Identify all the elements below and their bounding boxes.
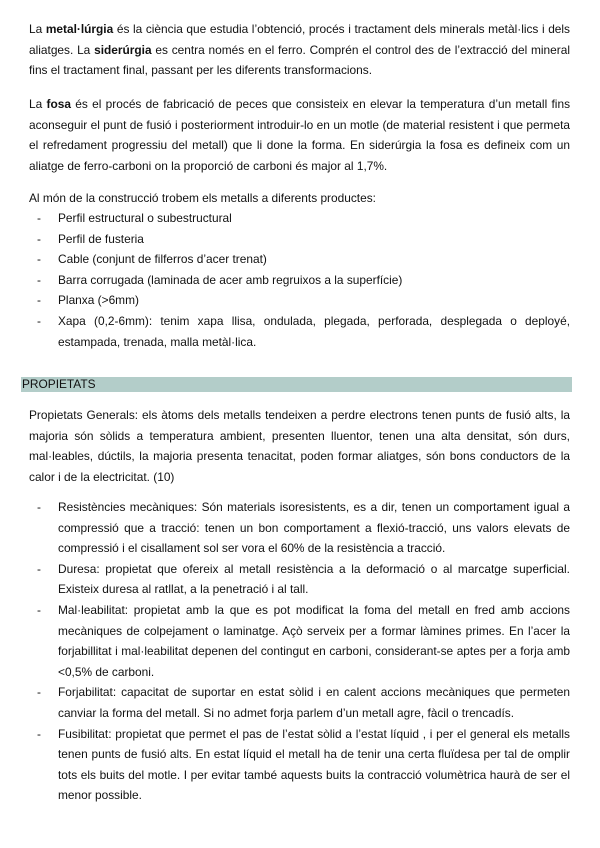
list-item: - Forjabilitat: capacitat de suportar en estat sòlid i en calent accions mecàniques que permeten canviar la forma del metall. Si no admet forja parlem d’un metall agre, fàcil o trencadís. (29, 682, 570, 723)
list-item: - Cable (conjunt de filferros d’acer trenat) (29, 249, 570, 270)
paragraph-general-properties: Propietats Generals: els àtoms dels metalls tendeixen a perdre electrons tenen punts de fusió alts, la majoria són sòlids a temperatura ambient, presenten lluentor, tenen una alta densitat, són durs, mal·leables, dúctils, la majoria presenta tenacitat, poden formar aliatges, són bons conductors de la calor i de la electricitat. (10) (29, 408, 570, 484)
properties-list (29, 497, 570, 806)
section-heading-propietats: PROPIETATS (21, 377, 572, 392)
paragraph-metallurgy (29, 19, 570, 81)
paragraph-fosa (29, 94, 570, 176)
list-item: - Duresa: propietat que ofereix al metall resistència a la deformació o al marcatge superficial. Existeix duresa al ratllat, a la penetració i al tall. (29, 559, 570, 600)
list-item: - Resistències mecàniques: Són materials isoresistents, es a dir, tenen un comportament igual a compressió que a tracció: tenen un bon comportament a flexió-tracció, uns valors elevats de compressió i el cisallament sol ser vora el 60% de la resistència a tracció. (29, 497, 570, 559)
list-item: - Xapa (0,2-6mm): tenim xapa llisa, ondulada, plegada, perforada, desplegada o deployé, estampada, trenada, malla metàl·lica. (29, 311, 570, 352)
products-intro: Al món de la construcció trobem els metalls a diferents productes: (29, 191, 376, 205)
term-fosa: fosa (46, 97, 71, 111)
term-siderurgy: siderúrgia (94, 42, 152, 57)
text-run: La (29, 97, 47, 111)
text-run: és la ciència que estudia l’obtenció, procés i tractament dels minerals metàl·lics i dels aliatges. La (29, 22, 571, 57)
products-list (29, 208, 570, 352)
list-item: - Fusibilitat: propietat que permet el pas de l’estat sòlid a l’estat líquid , i per el general els metalls tenen punts de fusió alts. En estat líquid el metall ha de tenir una certa fluïdesa per tal de omplir tots els buits del motle. I per evitar també aquests buits la contracció volumètrica haurà de ser el menor possible. (29, 724, 570, 806)
list-item: - Planxa (>6mm) (29, 290, 570, 311)
text-run: es centra només en el ferro. Comprén el control des de l’extracció del mineral fins el tractament final, passant per les diferents transformacions. (29, 42, 570, 78)
list-item: - Perfil estructural o subestructural (29, 208, 570, 229)
list-item: - Perfil de fusteria (29, 229, 570, 250)
term-metallurgy: metal·lúrgia (45, 22, 114, 36)
list-item: - Mal·leabilitat: propietat amb la que es pot modificat la foma del metall en fred amb accions mecàniques de colpejament o laminatge. Açò serveix per a formar làmines primes. En l’acer la forjabillitat i mal·leabilitat depenen del contingut en carboni, considerant-se aptes per a forja amb <0,5% de carboni. (29, 600, 570, 682)
list-item: - Barra corrugada (laminada de acer amb regruixos a la superfície) (29, 270, 570, 291)
text-run: La (29, 22, 46, 36)
text-run: és el procés de fabricació de peces que consisteix en elevar la temperatura d’un metall fins aconseguir el punt de fusió i posteriorment introduir-lo en un motle (de material resistent i que permeta el refredament progressiu del metall) que li done la forma. En siderúrgia la fosa es defineix com un aliatge de ferro-carboni on la proporció de carboni és major al 1,7%. (29, 97, 571, 173)
